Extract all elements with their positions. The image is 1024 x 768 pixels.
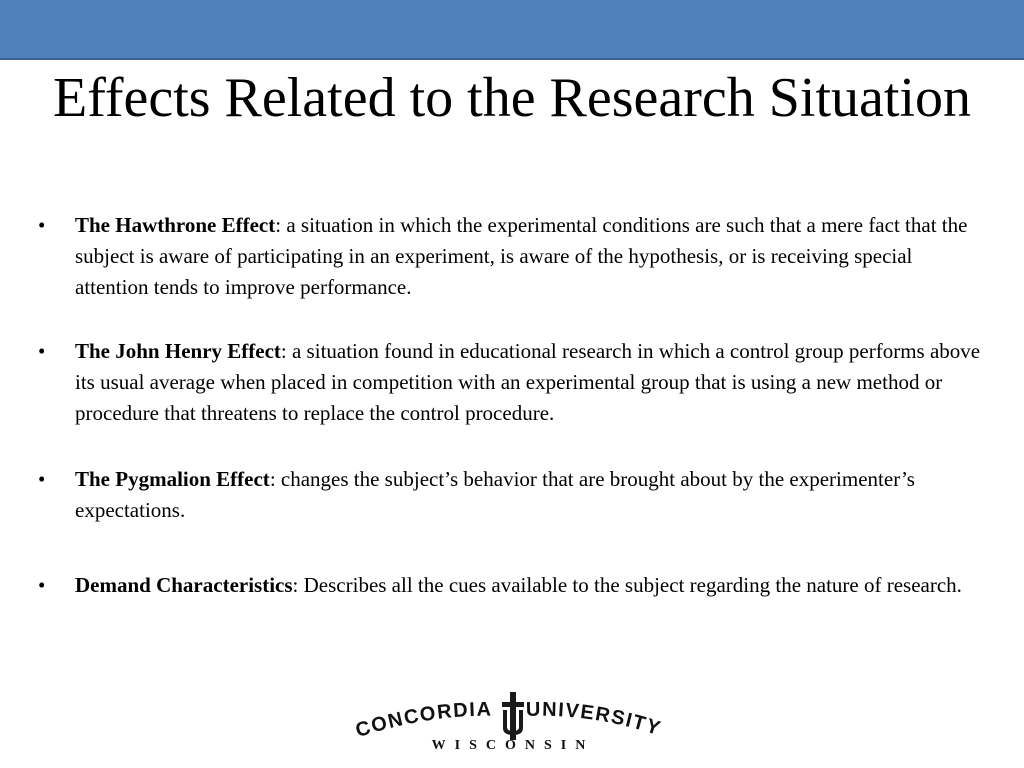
bullet-point-icon: • [38,213,46,237]
bullet-term: The Hawthrone Effect [75,213,276,237]
concordia-university-logo [352,688,672,752]
bullet-term: The Pygmalion Effect [75,467,270,491]
concordia-university-logo-graphic [352,688,672,752]
bullet-list [38,210,983,634]
logo-word-bottom: WISCONSIN [431,738,595,752]
bullet-point-icon: • [38,573,46,597]
cross-cu-emblem-icon [502,692,524,740]
bullet-term: Demand Characteristics [75,573,293,597]
bullet-item-hawthorne [38,210,983,303]
logo-word-left: CONCORDIA [353,698,493,743]
bullet-text: : a situation found in educational research in which a control group performs above its usual average when placed in competition with an experimental group that is using a new method or procedure that threatens to replace the control procedure. [75,339,981,425]
header-band [0,0,1024,60]
bullet-text: : Describes all the cues available to the subject regarding the nature of research. [292,573,962,597]
bullet-text: : changes the subject’s behavior that are brought about by the experimenter’s expectations. [75,467,915,522]
bullet-item-pygmalion [38,464,983,526]
slide-title: Effects Related to the Research Situation [52,67,971,129]
bullet-item-john-henry [38,336,983,429]
svg-text:CONCORDIA [353,699,493,742]
bullet-item-demand [38,570,983,601]
bullet-text: : a situation in which the experimental conditions are such that a mere fact that the subject is aware of participating in an experiment, is aware of the hypothesis, or is receiving special attention tends to improve performance. [75,213,968,299]
bullet-point-icon: • [38,339,46,363]
svg-text:UNIVERSITY [526,699,664,741]
bullet-point-icon: • [38,467,46,491]
bullet-term: The John Henry Effect [75,339,281,363]
logo-word-right: UNIVERSITY [525,698,664,741]
